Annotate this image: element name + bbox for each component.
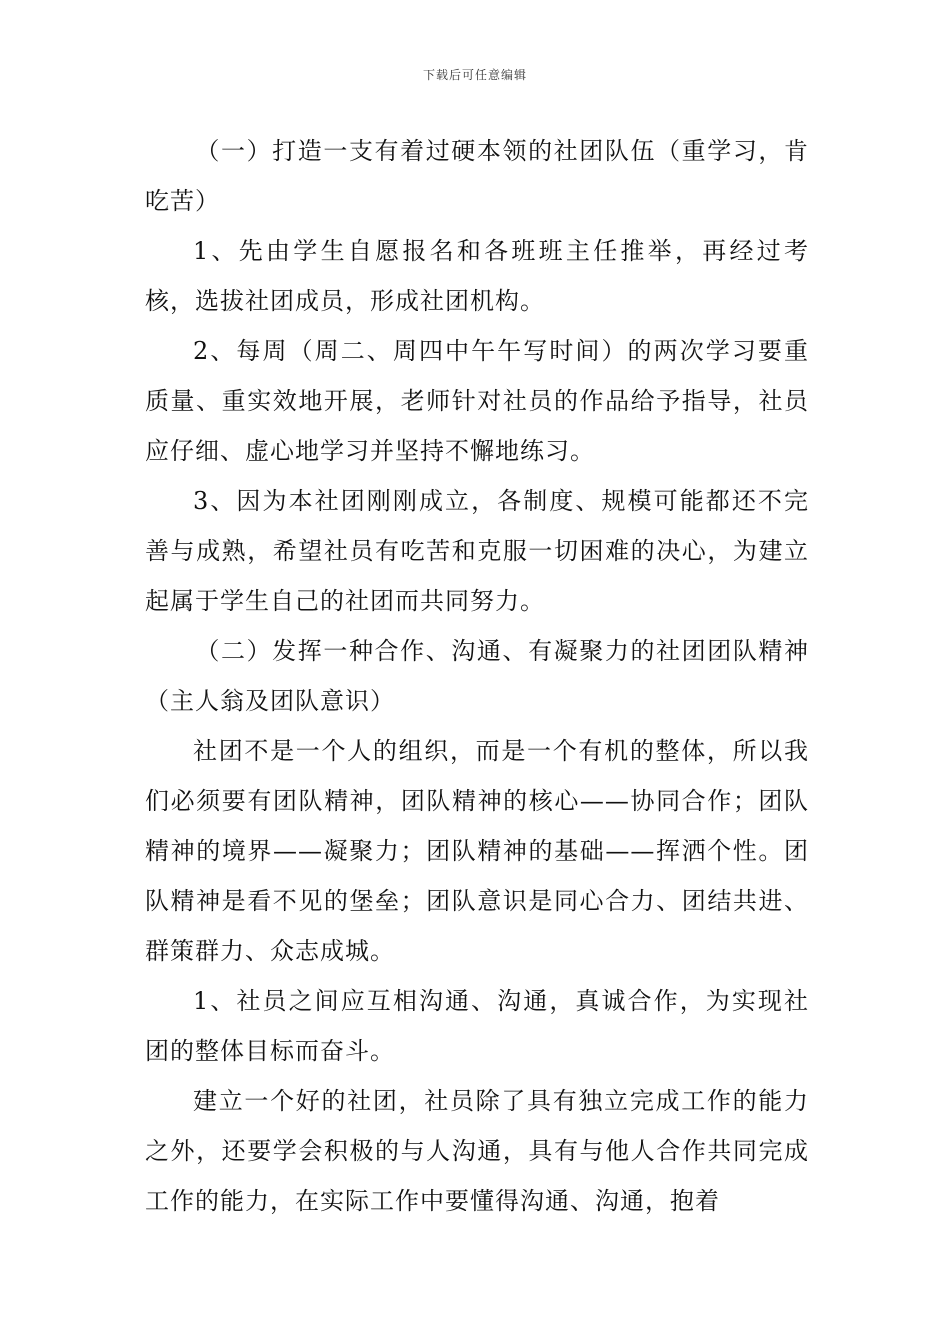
paragraph-item-4: 1、社员之间应互相沟通、沟通，真诚合作，为实现社团的整体目标而奋斗。 xyxy=(145,987,809,1065)
section-heading-2: （二）发挥一种合作、沟通、有凝聚力的社团团队精神（主人翁及团队意识） xyxy=(145,637,809,715)
paragraph-item-1: 1、先由学生自愿报名和各班班主任推举，再经过考核，选拔社团成员，形成社团机构。 xyxy=(145,237,809,315)
paragraph-item-3: 3、因为本社团刚刚成立，各制度、规模可能都还不完善与成熟，希望社员有吃苦和克服一切困难的决心，为建立起属于学生自己的社团而共同努力。 xyxy=(145,487,809,615)
document-body xyxy=(145,126,809,1226)
paragraph-cooperation: 建立一个好的社团，社员除了具有独立完成工作的能力之外，还要学会积极的与人沟通，具有与他人合作共同完成工作的能力，在实际工作中要懂得沟通、沟通，抱着 xyxy=(145,1087,809,1215)
section-heading-1: （一）打造一支有着过硬本领的社团队伍（重学习，肯吃苦） xyxy=(145,137,809,215)
paragraph-item-2: 2、每周（周二、周四中午午写时间）的两次学习要重质量、重实效地开展，老师针对社员的作品给予指导，社员应仔细、虚心地学习并坚持不懈地练习。 xyxy=(145,337,809,465)
paragraph-team-spirit: 社团不是一个人的组织，而是一个有机的整体，所以我们必须要有团队精神，团队精神的核心——协同合作；团队精神的境界——凝聚力；团队精神的基础——挥洒个性。团队精神是看不见的堡垒；团队意识是同心合力、团结共进、群策群力、众志成城。 xyxy=(145,737,809,965)
page-header-note: 下载后可任意编辑 xyxy=(422,68,527,82)
